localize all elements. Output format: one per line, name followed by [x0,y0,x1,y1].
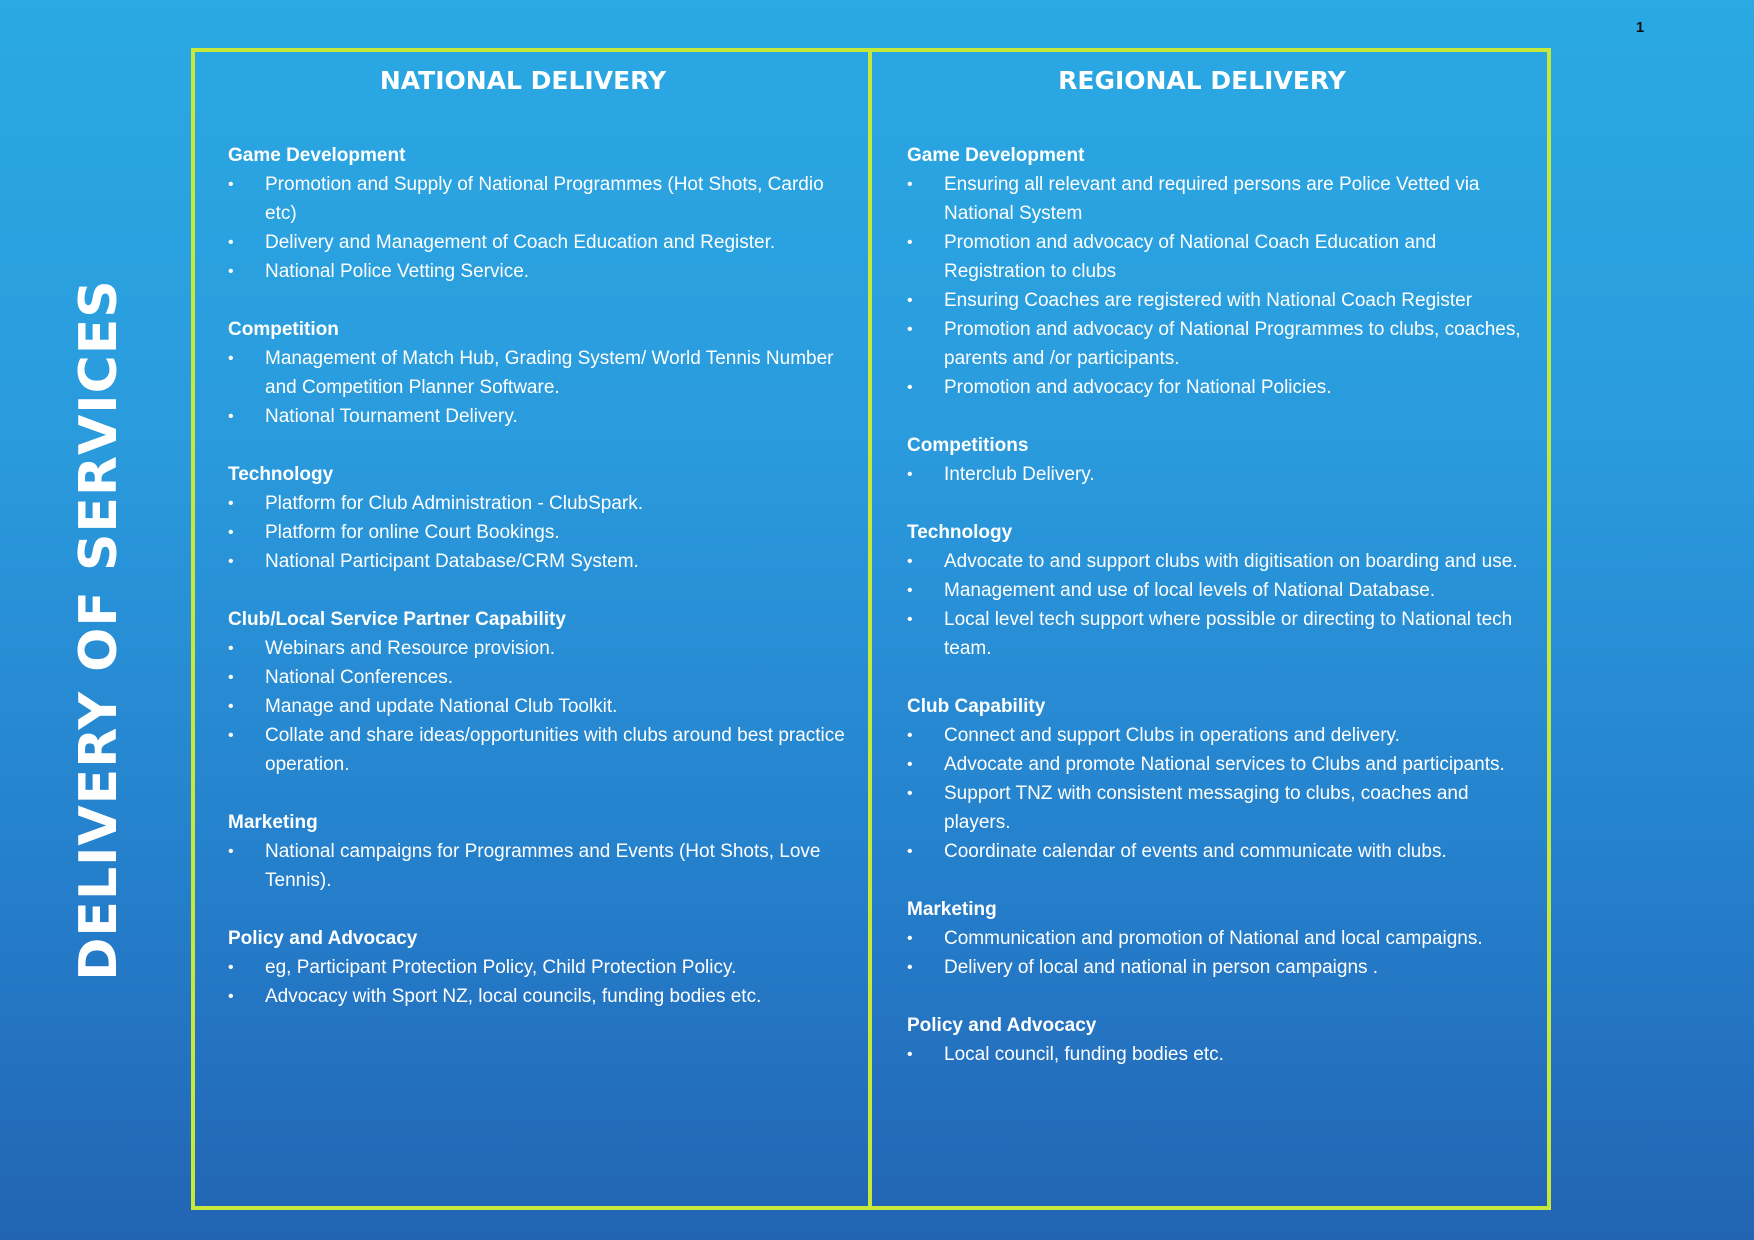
service-section [228,605,848,779]
list-item: • Collate and share ideas/opportunities with clubs around best practice operation. [228,721,848,779]
list-item: • Delivery of local and national in person campaigns . [907,953,1527,982]
service-section [228,141,848,286]
list-item: • eg, Participant Protection Policy, Child Protection Policy. [228,953,848,982]
section-heading: Technology [228,464,334,485]
side-title-container [69,279,129,981]
list-item: • Local council, funding bodies etc. [907,1040,1527,1069]
list-item: • Promotion and Supply of National Programmes (Hot Shots, Cardio etc) [228,170,848,228]
service-section [907,431,1527,489]
section-heading: Technology [907,522,1013,543]
list-item: • Connect and support Clubs in operations and delivery. [907,721,1527,750]
section-heading: Competition [228,319,339,340]
service-section [228,460,848,576]
national-delivery-column [228,48,848,1040]
service-section [228,315,848,431]
list-item: • Promotion and advocacy for National Policies. [907,373,1527,402]
list-item: • Coordinate calendar of events and communicate with clubs. [907,837,1527,866]
list-item: • Advocacy with Sport NZ, local councils, funding bodies etc. [228,982,848,1011]
bullet-list [907,924,1527,982]
national-sections [228,141,848,1011]
list-item: • National campaigns for Programmes and Events (Hot Shots, Love Tennis). [228,837,848,895]
list-item: • National Tournament Delivery. [228,402,848,431]
service-section [907,518,1527,663]
section-heading: Club/Local Service Partner Capability [228,609,566,630]
section-heading: Marketing [907,899,997,920]
list-item: • Local level tech support where possible or directing to National tech team. [907,605,1527,663]
section-heading: Game Development [907,145,1085,166]
section-heading: Marketing [228,812,318,833]
service-section [907,895,1527,982]
section-heading: Competitions [907,435,1029,456]
section-heading: Policy and Advocacy [907,1015,1097,1036]
service-section [228,924,848,1011]
page-number: 1 [1635,19,1645,36]
list-item: • Support TNZ with consistent messaging to clubs, coaches and players. [907,779,1527,837]
bullet-list [907,460,1527,489]
list-item: • Advocate to and support clubs with digitisation on boarding and use. [907,547,1527,576]
service-section [228,808,848,895]
list-item: • Promotion and advocacy of National Programmes to clubs, coaches, parents and /or participants. [907,315,1527,373]
service-section [907,141,1527,402]
regional-delivery-title: REGIONAL DELIVERY [1058,66,1346,95]
list-item: • National Participant Database/CRM System. [228,547,848,576]
bullet-list [228,344,848,431]
regional-delivery-column [907,48,1527,1098]
bullet-list [907,721,1527,866]
bullet-list [228,634,848,779]
list-item: • Platform for online Court Bookings. [228,518,848,547]
list-item: • Delivery and Management of Coach Education and Register. [228,228,848,257]
bullet-list [228,953,848,1011]
list-item: • Manage and update National Club Toolkit. [228,692,848,721]
regional-sections [907,141,1527,1069]
list-item: • Platform for Club Administration - ClubSpark. [228,489,848,518]
column-divider [868,48,872,1210]
list-item: • Management of Match Hub, Grading System/ World Tennis Number and Competition Planner Software. [228,344,848,402]
service-section [907,692,1527,866]
bullet-list [228,170,848,286]
section-heading: Game Development [228,145,406,166]
list-item: • Management and use of local levels of National Database. [907,576,1527,605]
section-heading: Policy and Advocacy [228,928,418,949]
list-item: • Communication and promotion of National and local campaigns. [907,924,1527,953]
national-delivery-title: NATIONAL DELIVERY [379,66,667,95]
bullet-list [228,489,848,576]
bullet-list [907,547,1527,663]
list-item: • Interclub Delivery. [907,460,1527,489]
list-item: • Advocate and promote National services to Clubs and participants. [907,750,1527,779]
list-item: • National Conferences. [228,663,848,692]
bullet-list [907,1040,1527,1069]
bullet-list [907,170,1527,402]
list-item: • National Police Vetting Service. [228,257,848,286]
list-item: • Ensuring all relevant and required persons are Police Vetted via National System [907,170,1527,228]
list-item: • Ensuring Coaches are registered with National Coach Register [907,286,1527,315]
bullet-list [228,837,848,895]
section-heading: Club Capability [907,696,1046,717]
list-item: • Promotion and advocacy of National Coach Education and Registration to clubs [907,228,1527,286]
list-item: • Webinars and Resource provision. [228,634,848,663]
service-section [907,1011,1527,1069]
side-title: DELIVERY OF SERVICES [69,279,129,981]
